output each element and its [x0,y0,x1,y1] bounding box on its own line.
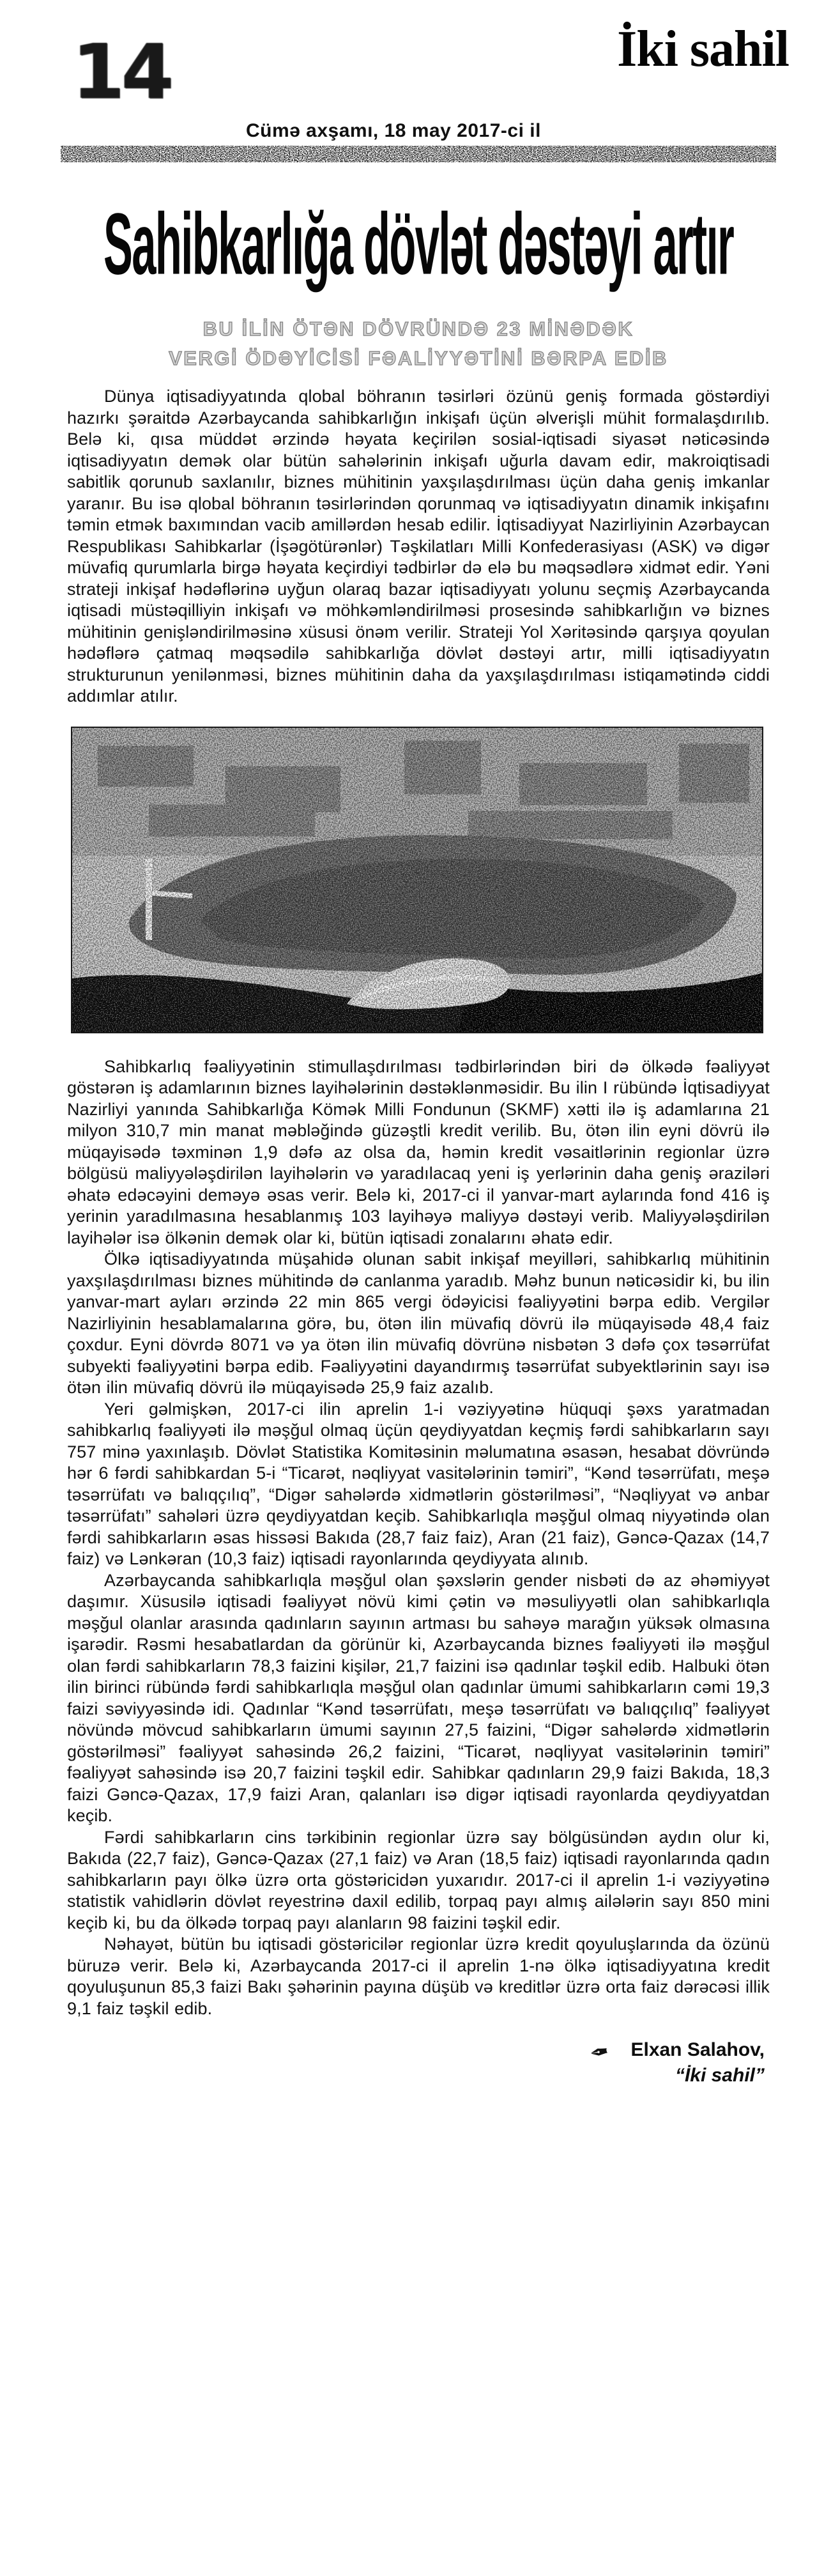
byline-source: “İki sahil” [675,2065,765,2086]
article-subheadline [67,314,770,373]
headline-row [67,179,770,309]
page-header [67,21,789,146]
article-paragraph-5: Azərbaycanda sahibkarlıqla məşğul olan şəxslərin gender nisbəti də az əhəmiyyət daşımır. Xüsusilə iqtisadi fəaliyyət növü kimi çətin və məsuliyyətli olan sahibkarlıqla məşğul olanlar arasında qadınların sayının artması bu sahəyə marağın yüksək olmasına işarədir. Rəsmi hesabatlardan da görünür ki, Azərbaycanda biznes fəaliyyəti ilə məşğul olan fərdi sahibkarların 78,3 faizini kişilər, 21,7 faizini isə qadınlar təşkil edib. Halbuki ötən ilin birinci rübündə fərdi sahibkarlıqla məşğul olan qadınlar ümumi sahibkarların cəmi 19,3 faizi səviyyəsində idi. Qadınlar “Kənd təsərrüfatı, meşə təsərrüfatı və balıqçılıq” fəaliyyət növündə mövcud sahibkarların ümumi sayının 27,5 faizini, “Digər sahələrdə xidmətlərin göstərilməsi” fəaliyyət sahəsində 26,2 faizini, “Ticarət, nəqliyyat vasitələrinin təmiri” fəaliyyət sahəsində isə 20,7 faizini təşkil edir. Sahibkar qadınların 29,9 faizi Bakıda, 18,3 faizi Gəncə-Qazax, 17,9 faizi Aran, qalanları isə digər iqtisadi rayonlarda qeydiyyatdan keçib. [67,1570,770,1825]
article-paragraph-3: Ölkə iqtisadiyyatında müşahidə olunan sabit inkişaf meyilləri, sahibkarlıq mühitinin yaxşılaşdırılması biznes mühitində də canlanma yaradıb. Məhz bunun nəticəsidir ki, bu ilin yanvar-mart ayları ərzində 22 min 865 vergi ödəyicisi fəaliyyətini bərpa edib. Vergilər Nazirliyinin hesablamalarına görə, bu, ötən ilin müvafiq dövrü ilə müqayisədə 48,4 faiz çoxdur. Eyni dövrdə 8071 və ya ötən ilin müvafiq dövrünə nisbətən 3 dəfə çox təsərrüfat subyekti fəaliyyətini bərpa edib. Fəaliyyətini dayandırmış təsərrüfat subyektlərinin sayı isə ötən ilin müvafiq dövrü ilə müqayisədə 25,9 faiz azalıb. [67,1249,770,1397]
pen-icon: ✒ [587,2038,611,2068]
article-paragraph-7: Nəhayət, bütün bu iqtisadi göstəricilər regionlar üzrə kredit qoyuluşlarında da özünü büruzə verir. Belə ki, Azərbaycanda 2017-ci il aprelin 1-nə ölkə iqtisadiyyatına kredit qoyuluşunun 85,3 faizi Bakı şəhərinin payına düşüb və kreditlər üzrə orta faiz dərəcəsi illik 9,1 faiz təşkil edib. [67,1934,770,2018]
article-photo [71,727,763,1033]
ornament-rule [61,146,776,162]
article-paragraph-2: Sahibkarlıq fəaliyyətinin stimullaşdırılması tədbirlərindən biri də ölkədə fəaliyyət göstərən iş adamlarının biznes layihələrinin dəstəklənməsidir. Bu ilin I rübündə İqtisadiyyat Nazirliyi yanında Sahibkarlığa Kömək Milli Fondunun (SKMF) xətti ilə iş adamlarına 21 milyon 310,7 min manat məbləğində güzəştli kredit verilib. Bu, ötən ilin eyni dövrü ilə müqayisədə təxminən 1,9 dəfə az olsa da, həmin kredit vəsaitlərinin regionlar üzrə bölgüsü maliyyələşdirilən layihələrin və yaradılacaq yeni iş yerlərinin daha geniş əraziləri əhatə edəcəyini deməyə əsas verir. Belə ki, 2017-ci il yanvar-mart aylarında fond 416 iş yerinin yaradılmasına hesablanmış 103 layihəyə maliyyə dəstəyi verib. Maliyyələşdirilən layihələr isə ölkənin demək olar ki, bütün iqtisadi zonalarını əhatə edir. [67,1056,770,1247]
article-paragraph-6: Fərdi sahibkarların cins tərkibinin regionlar üzrə say bölgüsündən aydın olur ki, Bakıda (22,7 faiz), Gəncə-Qazax (27,1 faiz) və Aran (18,5 faiz) iqtisadi rayonlarında qadın sahibkarların payı ölkə üzrə orta göstəricidən yuxarıdır. 2017-ci il aprelin 1-i vəziyyətinə statistik vahidlərin dövlət reyestrinə daxil edilib, torpaq payı almış ailələrin sayı 850 mini keçib ki, bu da ölkədə torpaq payı alanların 98 faizini təşkil edir. [67,1827,770,1932]
article-paragraph-1: Dünya iqtisadiyyatında qlobal böhranın təsirləri özünü geniş formada göstərdiyi hazırkı şəraitdə Azərbaycanda sahibkarlığın inkişafı üçün əlverişli mühit formalaşdırılıb. Belə ki, qısa müddət ərzində həyata keçirilən sosial-iqtisadi siyasət nəticəsində iqtisadiyyatın demək olar bütün sahələrinin inkişafı uğurla davam edir, makroiqtisadi sabitlik qorunub saxlanılır, biznes mühitinin yaxşılaşdırılması üçün daha geniş imkanlar yaranır. Bu isə qlobal böhranın təsirlərindən qorunmaq və iqtisadiyyatın dinamik inkişafını təmin etmək baxımından vacib amillərdən hesab edilir. İqtisadiyyat Nazirliyinin Azərbaycan Respublikası Sahibkarlar (İşəgötürənlər) Təşkilatları Milli Konfederasiyası (ASK) və digər müvafiq qurumlarla birgə həyata keçirdiyi tədbirlər də elə bu məqsədlərə xidmət edir. Yəni strateji inkişaf hədəflərinə uyğun olaraq bazar iqtisadiyyatı yolunu seçmiş Azərbaycanda iqtisadi müstəqilliyin inkişafı və möhkəmləndirilməsi prosesində sahibkarlığın və biznes mühitinin genişləndirilməsinə xüsusi önəm verilir. Strateji Yol Xəritəsində qarşıya qoyulan hədəflərə çatmaq məqsədilə sahibkarlığa dövlət dəstəyi artır, milli iqtisadiyyatın strukturunun yenilənməsi, biznes mühitinin daha da yaxşılaşdırılması istiqamətində ciddi addımlar atılır. [67,387,770,706]
byline-text [630,2037,765,2088]
masthead-title: İki sahil [617,21,789,77]
page-number: 14 [72,27,171,116]
byline-author: Elxan Salahov, [630,2039,765,2060]
article-paragraph-4: Yeri gəlmişkən, 2017-ci ilin aprelin 1-i vəziyyətinə hüquqi şəxs yaratmadan sahibkarlıq fəaliyyəti ilə məşğul olmaq üçün qeydiyyatdan keçmiş fərdi sahibkarların sayı 757 minə yaxınlaşıb. Dövlət Statistika Komitəsinin məlumatına əsasən, hesabat dövründə hər 6 fərdi sahibkardan 5-i “Ticarət, nəqliyyat vasitələrinin təmiri”, “Kənd təsərrüfatı, meşə təsərrüfatı və balıqçılıq”, “Digər sahələrdə xidmətlərin göstərilməsi”, “Nəqliyyat və anbar təsərrüfatı” sahələri üzrə qeydiyyatdan keçib. Sahibkarlıqla məşğul olmaq niyyətində olan fərdi sahibkarların əsas hissəsi Bakıda (28,7 faiz faiz), Aran (21 faiz), Gəncə-Qazax (14,7 faiz) və Lənkəran (10,3 faiz) iqtisadi rayonlarında qeydiyyata alınıb. [67,1399,770,1568]
byline [67,2037,770,2088]
subheadline-line-1: BU İLİN ÖTƏN DÖVRÜNDƏ 23 MİNƏDƏK [202,318,634,340]
baku-bay-aerial-photo [72,728,762,1032]
subheadline-line-2: VERGİ ÖDƏYİCİSİ FƏALİYYƏTİNİ BƏRPA EDİB [169,347,668,369]
speckle-texture [61,146,776,162]
article-body [67,386,770,2088]
date-line: Cümə axşamı, 18 may 2017-ci il [246,120,541,141]
article-headline: Sahibkarlığa dövlət dəstəyi artır [103,194,734,293]
